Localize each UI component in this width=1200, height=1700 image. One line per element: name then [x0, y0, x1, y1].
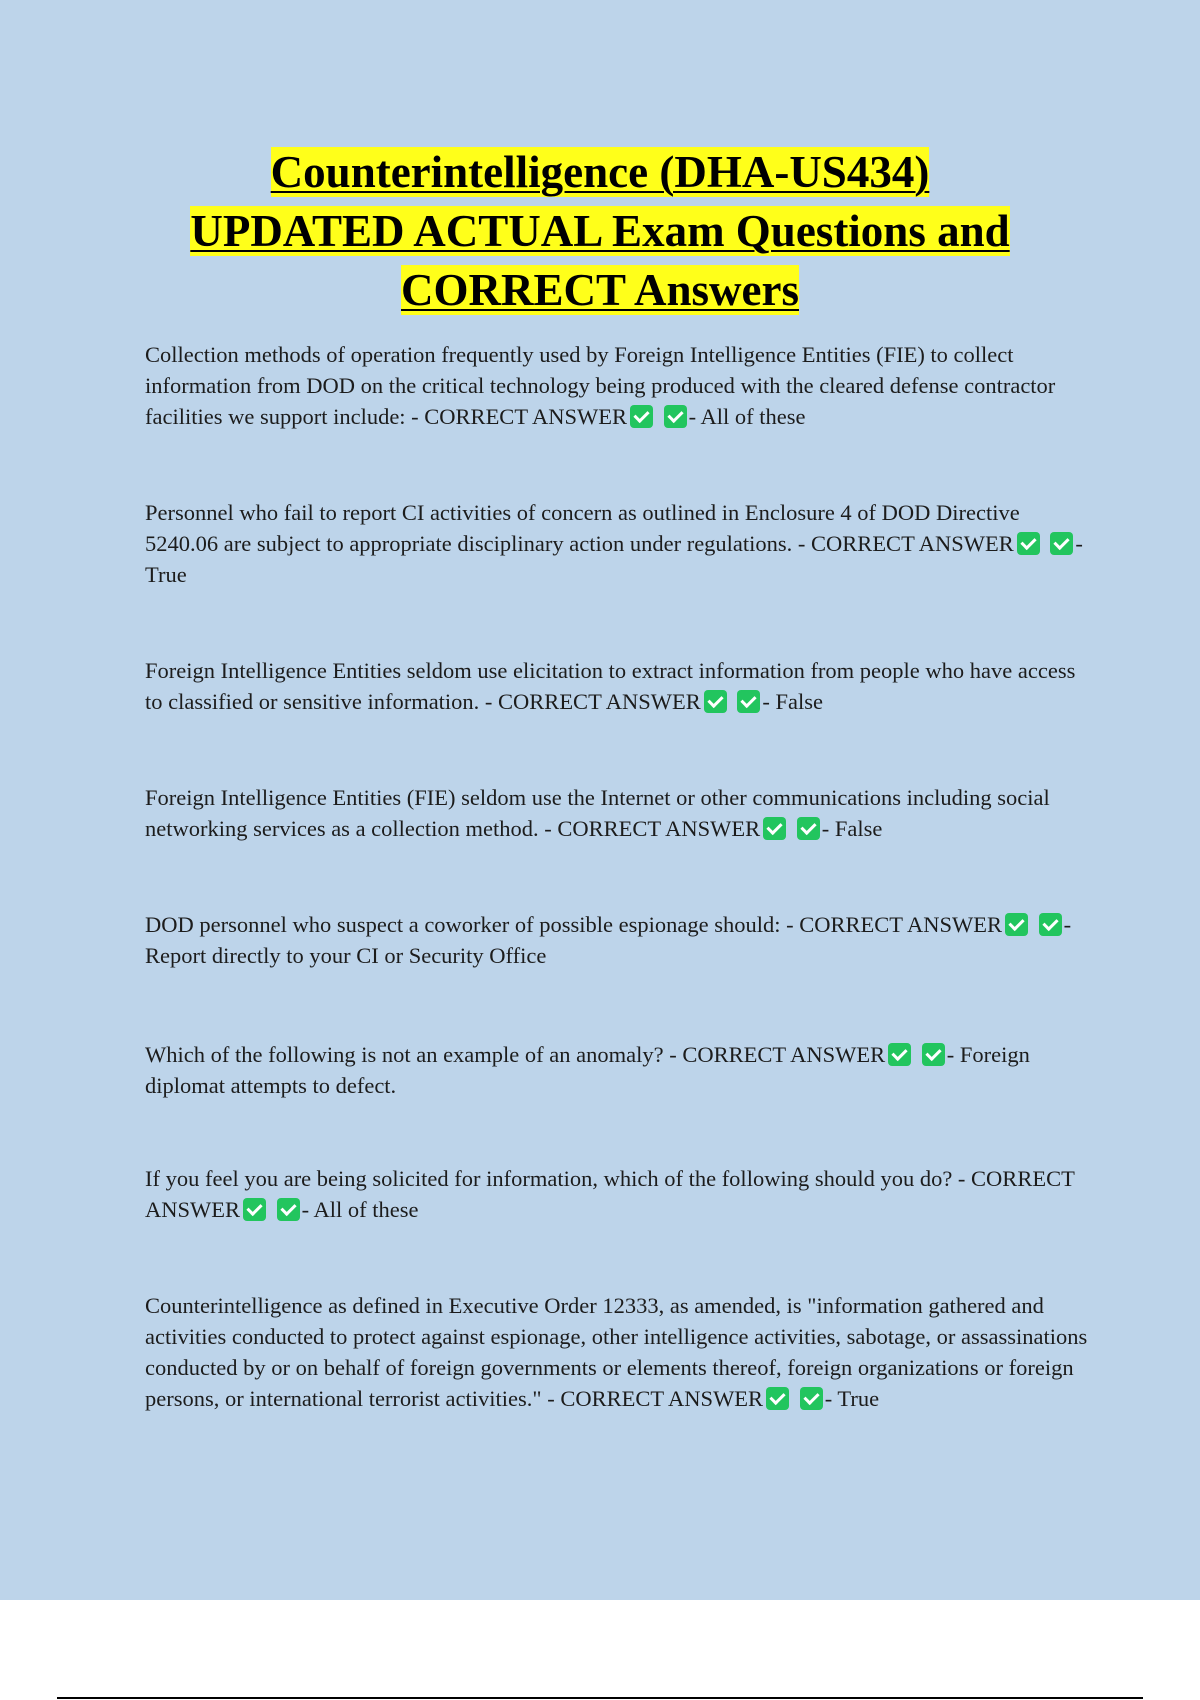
qa-item [145, 1290, 1090, 1414]
question-text: Foreign Intelligence Entities seldom use elicitation to extract information from people who have access to classified or sensitive information. - CORRECT ANSWER [145, 658, 1076, 714]
check-box-icon [1005, 913, 1028, 936]
footer-rule [57, 1697, 1143, 1699]
check-box-icon [888, 1043, 911, 1066]
qa-item [145, 782, 1090, 844]
answer-text: - False [762, 689, 824, 714]
document-title [60, 143, 1140, 320]
title-line: CORRECT Answers [401, 265, 799, 315]
answer-text: - Foreign diplomat attempts to defect. [145, 1042, 1030, 1098]
check-box-icon [277, 1198, 300, 1221]
check-box-icon [243, 1198, 266, 1221]
question-text: Which of the following is not an example of an anomaly? - CORRECT ANSWER [145, 1042, 886, 1067]
question-text: Counterintelligence as defined in Executive Order 12333, as amended, is "information gathered and activities conducted to protect against espionage, other intelligence activities, sabotage, or assassinations conducted by or on behalf of foreign governments or elements thereof, foreign organizations or foreign persons, or international terrorist activities." - CORRECT ANSWER [145, 1293, 1088, 1411]
qa-item [145, 909, 1090, 971]
answer-text: - All of these [301, 1197, 419, 1222]
qa-item [145, 1163, 1090, 1225]
check-box-icon [1050, 532, 1073, 555]
check-box-icon [704, 690, 727, 713]
title-line: Counterintelligence (DHA-US434) [270, 147, 930, 197]
answer-text: - True [824, 1386, 880, 1411]
question-text: Collection methods of operation frequently used by Foreign Intelligence Entities (FIE) to collect information from DOD on the critical technology being produced with the cleared defense contractor facilities we support include: - CORRECT ANSWER [145, 342, 1056, 429]
check-box-icon [1017, 532, 1040, 555]
check-box-icon [737, 690, 760, 713]
question-text: Foreign Intelligence Entities (FIE) seldom use the Internet or other communications including social networking services as a collection method. - CORRECT ANSWER [145, 785, 1050, 841]
qa-item [145, 655, 1090, 717]
check-box-icon [766, 1387, 789, 1410]
title-line: UPDATED ACTUAL Exam Questions and [190, 206, 1010, 256]
check-box-icon [664, 405, 687, 428]
check-box-icon [922, 1043, 945, 1066]
check-box-icon [630, 405, 653, 428]
qa-item [145, 1039, 1090, 1101]
answer-text: - False [821, 816, 883, 841]
question-text: Personnel who fail to report CI activities of concern as outlined in Enclosure 4 of DOD Directive 5240.06 are subject to appropriate disciplinary action under regulations. - CORRECT ANSWER [145, 500, 1020, 556]
qa-item [145, 339, 1090, 432]
answer-text: - True [145, 531, 1083, 587]
check-box-icon [1039, 913, 1062, 936]
question-text: If you feel you are being solicited for information, which of the following should you do? - CORRECT ANSWER [145, 1166, 1075, 1222]
check-box-icon [797, 817, 820, 840]
answer-text: - Report directly to your CI or Security Office [145, 912, 1072, 968]
check-box-icon [800, 1387, 823, 1410]
qa-item [145, 497, 1090, 590]
check-box-icon [763, 817, 786, 840]
answer-text: - All of these [688, 404, 806, 429]
question-text: DOD personnel who suspect a coworker of possible espionage should: - CORRECT ANSWER [145, 912, 1002, 937]
